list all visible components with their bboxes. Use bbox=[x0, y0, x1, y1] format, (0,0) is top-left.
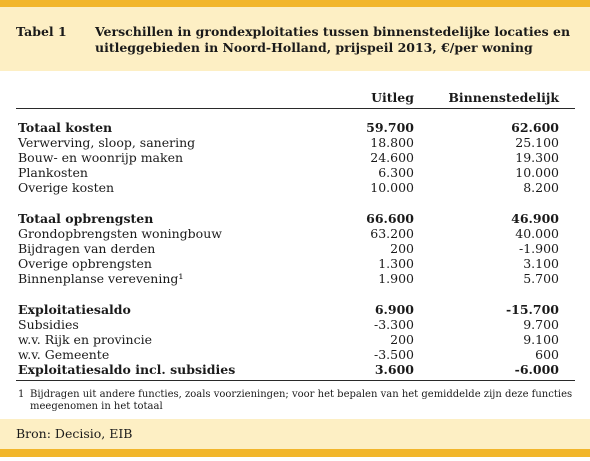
cell-uitleg: 6.300 bbox=[378, 165, 414, 180]
row-label: Bijdragen van derden bbox=[18, 241, 156, 256]
cell-binnenstedelijk: -6.000 bbox=[514, 362, 559, 377]
cell-binnenstedelijk: 5.700 bbox=[523, 271, 559, 286]
footnote-number: 1 bbox=[18, 389, 25, 400]
cell-binnenstedelijk: 600 bbox=[535, 347, 559, 362]
source-box bbox=[0, 419, 590, 449]
cell-uitleg: 1.900 bbox=[378, 271, 414, 286]
cell-binnenstedelijk: 9.100 bbox=[523, 332, 559, 347]
table-number: Tabel 1 bbox=[16, 24, 67, 39]
row-label: Exploitatiesaldo bbox=[18, 302, 131, 317]
row-label: Overige kosten bbox=[18, 180, 115, 195]
cell-binnenstedelijk: -15.700 bbox=[505, 302, 559, 317]
table-row bbox=[0, 256, 590, 271]
row-label: Binnenplanse verevening¹ bbox=[18, 271, 184, 286]
cell-uitleg: 200 bbox=[390, 332, 414, 347]
cell-binnenstedelijk: 10.000 bbox=[515, 165, 559, 180]
cell-binnenstedelijk: 25.100 bbox=[515, 135, 559, 150]
footnote-text: Bijdragen uit andere functies, zoals voorzieningen; voor het bepalen van het gemiddelde zijn deze functies meegenomen in het totaal bbox=[30, 389, 573, 412]
table-title: Verschillen in grondexploitaties tussen binnenstedelijke locaties en uitleggebieden in Noord-Holland, prijspeil 2013, €/per woning bbox=[95, 24, 571, 55]
row-label: Plankosten bbox=[18, 165, 88, 180]
table-row bbox=[0, 120, 590, 135]
table-row bbox=[0, 362, 590, 377]
row-label: Totaal opbrengsten bbox=[18, 211, 154, 226]
row-label: Exploitatiesaldo incl. subsidies bbox=[18, 362, 236, 377]
cell-uitleg: 10.000 bbox=[370, 180, 414, 195]
table-row bbox=[0, 211, 590, 226]
table-row bbox=[0, 226, 590, 241]
cell-uitleg: 24.600 bbox=[370, 150, 414, 165]
cell-uitleg: 18.800 bbox=[370, 135, 414, 150]
footnote bbox=[18, 389, 573, 413]
cell-uitleg: -3.500 bbox=[373, 347, 414, 362]
cell-binnenstedelijk: 46.900 bbox=[511, 211, 559, 226]
table-row bbox=[0, 180, 590, 195]
row-label: Verwerving, sloop, sanering bbox=[18, 135, 196, 150]
source-text: Bron: Decisio, EIB bbox=[16, 426, 133, 441]
row-label: Totaal kosten bbox=[18, 120, 113, 135]
row-label: Grondopbrengsten woningbouw bbox=[18, 226, 222, 241]
table-row bbox=[0, 302, 590, 317]
row-label: w.v. Rijk en provincie bbox=[18, 332, 152, 347]
cell-uitleg: 63.200 bbox=[370, 226, 414, 241]
cell-binnenstedelijk: -1.900 bbox=[518, 241, 559, 256]
cell-uitleg: 59.700 bbox=[366, 120, 414, 135]
cell-uitleg: 1.300 bbox=[378, 256, 414, 271]
table-header bbox=[0, 7, 590, 71]
cell-binnenstedelijk: 9.700 bbox=[523, 317, 559, 332]
table-row bbox=[0, 317, 590, 332]
table-row bbox=[0, 271, 590, 286]
row-label: w.v. Gemeente bbox=[18, 347, 110, 362]
footer-divider bbox=[16, 380, 575, 381]
bottom-accent-bar bbox=[0, 449, 590, 457]
table-row bbox=[0, 135, 590, 150]
table-row bbox=[0, 241, 590, 256]
cell-uitleg: 6.900 bbox=[374, 302, 414, 317]
table-row bbox=[0, 332, 590, 347]
cell-binnenstedelijk: 8.200 bbox=[523, 180, 559, 195]
row-label: Subsidies bbox=[18, 317, 79, 332]
cell-uitleg: 3.600 bbox=[374, 362, 414, 377]
column-header-uitleg: Uitleg bbox=[371, 90, 414, 105]
row-label: Overige opbrengsten bbox=[18, 256, 152, 271]
table-row bbox=[0, 347, 590, 362]
cell-uitleg: -3.300 bbox=[373, 317, 414, 332]
cell-binnenstedelijk: 40.000 bbox=[515, 226, 559, 241]
cell-binnenstedelijk: 62.600 bbox=[511, 120, 559, 135]
cell-uitleg: 66.600 bbox=[366, 211, 414, 226]
row-label: Bouw- en woonrijp maken bbox=[18, 150, 184, 165]
column-header-binnenstedelijk: Binnenstedelijk bbox=[448, 90, 559, 105]
table-row bbox=[0, 165, 590, 180]
cell-binnenstedelijk: 19.300 bbox=[515, 150, 559, 165]
cell-uitleg: 200 bbox=[390, 241, 414, 256]
cell-binnenstedelijk: 3.100 bbox=[523, 256, 559, 271]
top-accent-bar bbox=[0, 0, 590, 7]
table-row bbox=[0, 150, 590, 165]
header-divider bbox=[16, 108, 575, 109]
